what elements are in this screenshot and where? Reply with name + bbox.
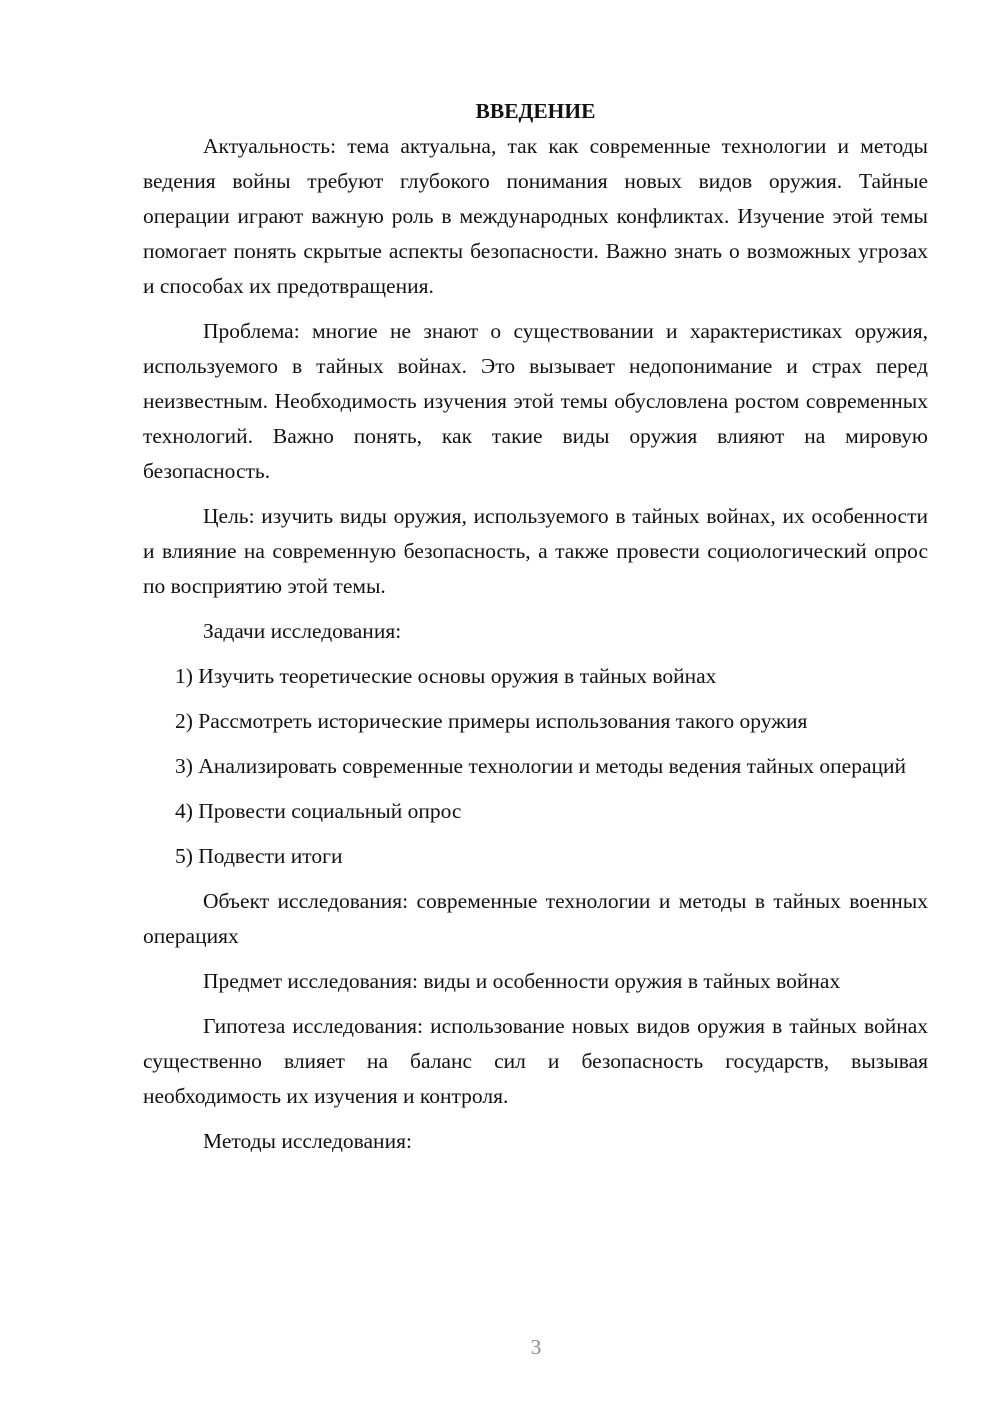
tasks-heading: Задачи исследования: (203, 619, 402, 643)
task-item: 2) Рассмотреть исторические примеры использования такого оружия (175, 709, 808, 733)
page-content (143, 94, 928, 1169)
paragraph-problem: Проблема: многие не знают о существовании и характеристиках оружия, используемого в тайных войнах. Это вызывает недопонимание и страх перед неизвестным. Необходимость изучения этой темы обусловлена ростом современных технологий. Важно понять, как такие виды оружия влияют на мировую безопасность. (143, 319, 928, 483)
paragraph-subject: Предмет исследования: виды и особенности оружия в тайных войнах (203, 969, 841, 993)
task-item: 4) Провести социальный опрос (175, 799, 462, 823)
task-item: 3) Анализировать современные технологии и методы ведения тайных операций (175, 754, 906, 778)
task-item: 1) Изучить теоретические основы оружия в тайных войнах (175, 664, 717, 688)
paragraph-goal: Цель: изучить виды оружия, используемого в тайных войнах, их особенности и влияние на современную безопасность, а также провести социологический опрос по восприятию этой темы. (143, 504, 928, 598)
paragraph-object: Объект исследования: современные технологии и методы в тайных военных операциях (143, 889, 928, 948)
paragraph-hypothesis: Гипотеза исследования: использование новых видов оружия в тайных войнах существенно влияет на баланс сил и безопасность государств, вызывая необходимость их изучения и контроля. (143, 1014, 928, 1108)
page-number: 3 (530, 1335, 542, 1359)
paragraph-relevance: Актуальность: тема актуальна, так как современные технологии и методы ведения войны требуют глубокого понимания новых видов оружия. Тайные операции играют важную роль в международных конфликтах. Изучение этой темы помогает понять скрытые аспекты безопасности. Важно знать о возможных угрозах и способах их предотвращения. (143, 134, 928, 298)
section-title: ВВЕДЕНИЕ (475, 99, 596, 123)
methods-heading: Методы исследования: (203, 1129, 412, 1153)
task-item: 5) Подвести итоги (175, 844, 343, 868)
